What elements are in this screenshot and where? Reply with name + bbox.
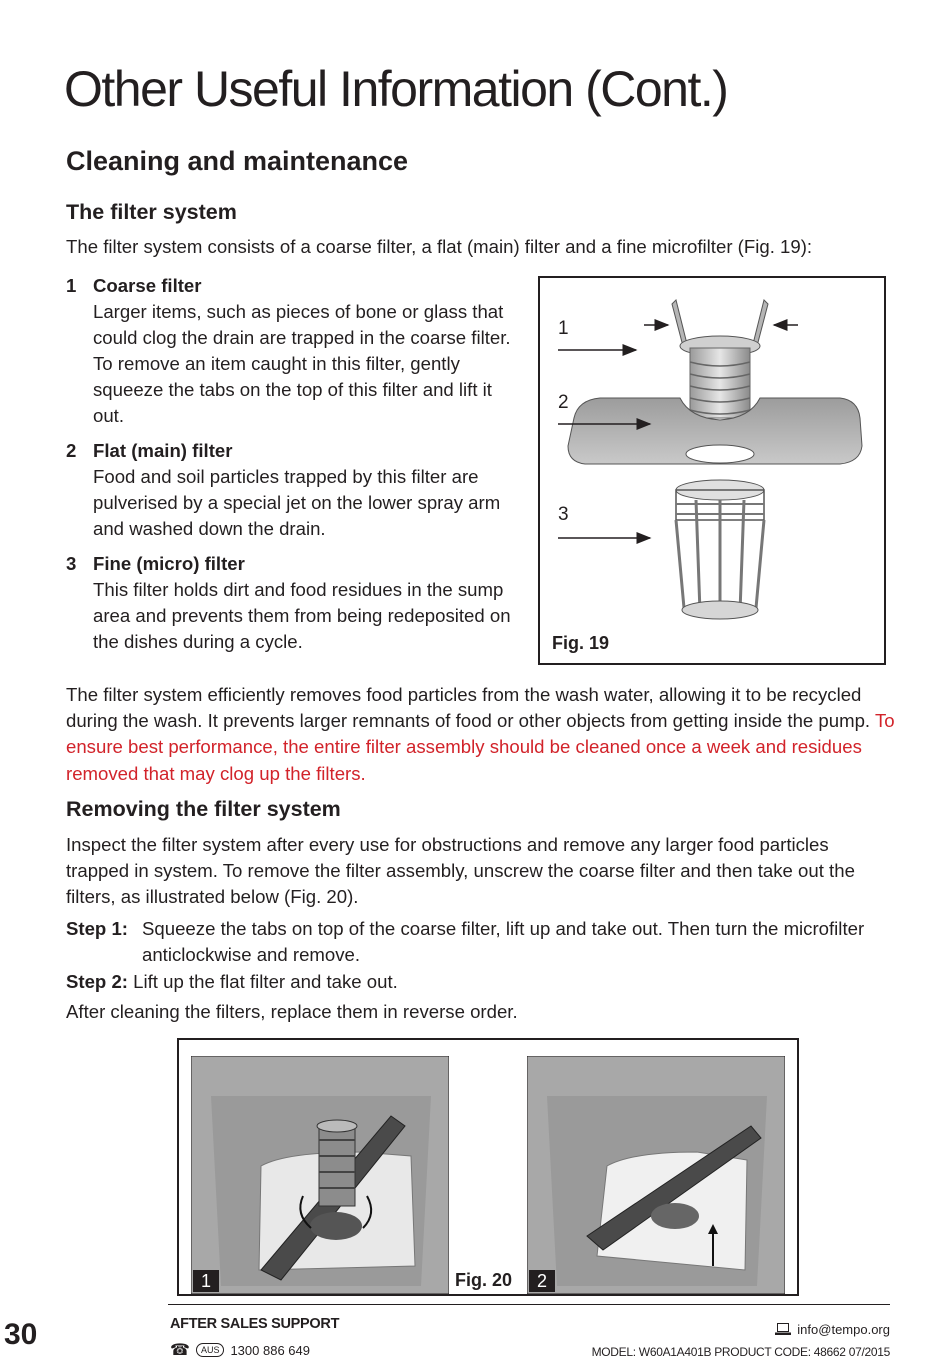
list-item-number: 3 (66, 553, 77, 574)
fig20-panel-1-badge: 1 (193, 1270, 219, 1292)
list-item-text: This filter holds dirt and food residues in the sump area and prevents them from being redeposited on the dishes during a cycle. (93, 579, 511, 652)
fig20-label: Fig. 20 (455, 1270, 513, 1290)
after-cleaning-text: After cleaning the filters, replace them in reverse order. (66, 1001, 518, 1022)
list-item (66, 551, 526, 655)
removing-heading: Removing the filter system (66, 797, 341, 821)
step-1-text: Squeeze the tabs on top of the coarse filter, lift up and take out. Then turn the microfilter anticlockwise and remove. (142, 918, 865, 966)
aus-badge: AUS (196, 1343, 225, 1357)
filter-system-paragraph (66, 682, 896, 787)
fig19-callout-2: 2 (558, 392, 569, 413)
list-item-heading: Fine (micro) filter (93, 553, 245, 574)
fig20-frame (177, 1038, 799, 1296)
support-phone (170, 1340, 310, 1360)
step-2-label: Step 2: (66, 971, 128, 992)
fig20-panel-2-badge: 2 (529, 1270, 555, 1292)
footer-divider (168, 1304, 890, 1305)
filter-assembly-illustration (540, 278, 884, 663)
fig19-callout-3: 3 (558, 504, 569, 525)
phone-number: 1300 886 649 (230, 1342, 310, 1358)
list-item-text: Larger items, such as pieces of bone or glass that could clog the drain are trapped in the coarse filter. To remove an item caught in this filter, gently squeeze the tabs on the top of this filter and lift it out. (93, 301, 511, 426)
list-item-heading: Flat (main) filter (93, 440, 233, 461)
support-title: AFTER SALES SUPPORT (170, 1316, 340, 1332)
warning-text: To ensure best performance, the entire filter assembly should be cleaned once a week and residues removed that may clog up the filters. (66, 710, 895, 784)
step-2-text: Lift up the flat filter and take out. (133, 971, 398, 992)
removing-intro: Inspect the filter system after every use for obstructions and remove any larger food particles trapped in system. To remove the filter assembly, unscrew the coarse filter and then take out the filters, as illustrated below (Fig. 20). (66, 834, 855, 908)
section-heading: Cleaning and maintenance (66, 146, 409, 176)
fig19-frame (538, 276, 886, 665)
filter-system-heading: The filter system (66, 200, 237, 224)
list-item (66, 438, 526, 542)
list-item-text: Food and soil particles trapped by this filter are pulverised by a special jet on the lower spray arm and washed down the drain. (93, 466, 501, 539)
fig19-label: Fig. 19 (552, 633, 610, 653)
fig19-callout-1: 1 (558, 318, 569, 339)
step-1-label: Step 1: (66, 918, 128, 939)
model-info: MODEL: W60A1A401B PRODUCT CODE: 48662 07/2015 (591, 1345, 890, 1359)
page-number: 30 (4, 1318, 38, 1351)
filter-removal-step1-illustration (191, 1056, 449, 1294)
support-email (775, 1322, 890, 1337)
page-title: Other Useful Information (Cont.) (64, 61, 728, 117)
list-item-number: 2 (66, 440, 77, 461)
filter-system-intro: The filter system consists of a coarse filter, a flat (main) filter and a fine microfilter (Fig. 19): (66, 236, 813, 257)
step-2 (66, 969, 398, 995)
list-item (66, 273, 526, 429)
phone-icon: ☎ (170, 1342, 190, 1359)
filter-removal-step2-illustration (527, 1056, 785, 1294)
list-item-heading: Coarse filter (93, 275, 202, 296)
laptop-icon (775, 1323, 791, 1336)
email-address[interactable]: info@tempo.org (797, 1322, 890, 1337)
list-item-number: 1 (66, 275, 77, 296)
paragraph-text: The filter system efficiently removes food particles from the wash water, allowing it to be recycled during the wash. It prevents larger remnants of food or other objects from getting inside the pump. (66, 684, 871, 732)
